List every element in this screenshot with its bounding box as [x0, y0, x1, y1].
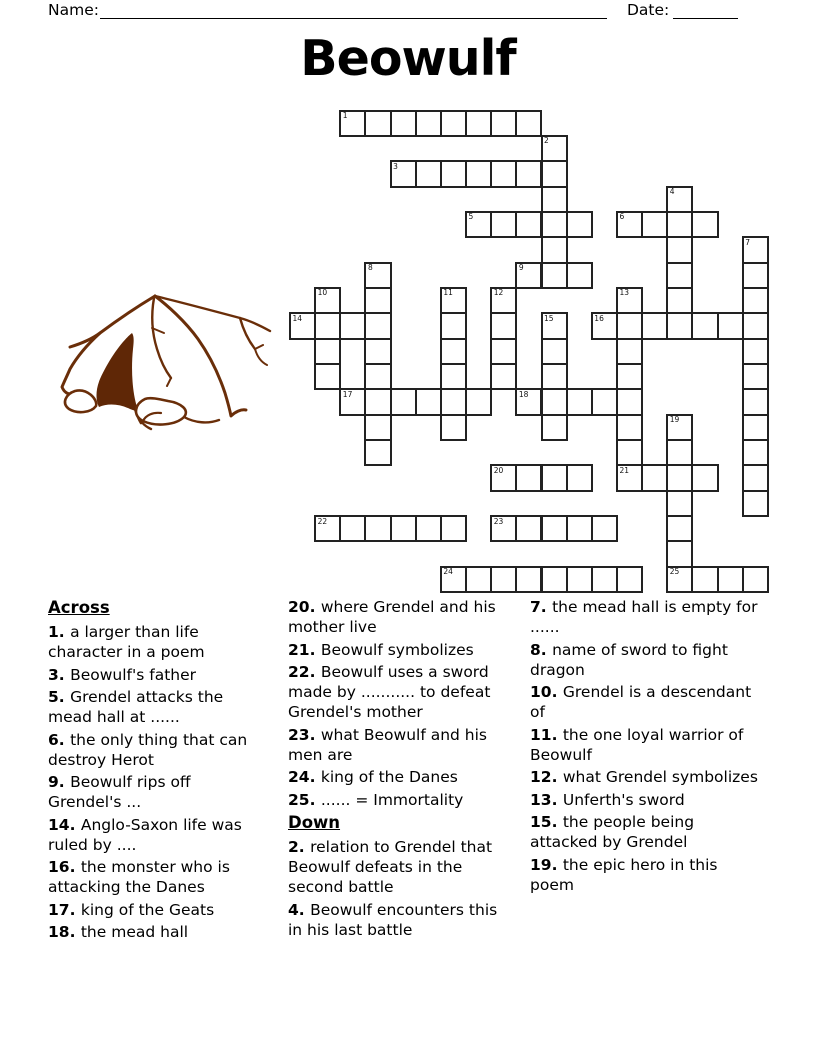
grid-cell[interactable] [364, 515, 391, 542]
grid-cell[interactable] [742, 490, 769, 517]
clue-down-8: 8. name of sword to fight dragon [530, 640, 728, 679]
grid-cell[interactable] [566, 211, 593, 238]
grid-cell[interactable] [541, 211, 568, 238]
cell-number: 11 [443, 288, 453, 298]
clue-down-10: 10. Grendel is a descendant of [530, 683, 752, 721]
grid-cell[interactable] [566, 262, 593, 289]
clue-number: 2. [288, 838, 311, 856]
grid-cell[interactable] [691, 312, 718, 339]
grid-cell[interactable] [691, 211, 718, 238]
grid-cell[interactable] [742, 464, 769, 491]
name-label: Name: [48, 1, 99, 19]
cell-number: 13 [619, 288, 629, 298]
cell-number: 20 [493, 465, 504, 475]
clue-across-22: 22. Beowulf uses a sword made by ........... to defeat Grendel's mother [288, 663, 491, 721]
grid-cell[interactable] [742, 439, 769, 466]
clue-across-23: 23. what Beowulf and his men are [288, 725, 487, 764]
grid-cell[interactable] [666, 439, 693, 466]
grid-cell[interactable] [691, 464, 718, 491]
grid-cell[interactable] [364, 388, 391, 415]
grid-cell[interactable] [440, 338, 467, 365]
grid-cell[interactable] [641, 312, 668, 339]
clue-down-13: 13. Unferth's sword [530, 790, 685, 809]
clue-number: 17. [48, 900, 81, 919]
clue-across-17: 17. king of the Geats [48, 900, 215, 919]
grid-cell[interactable] [490, 287, 517, 314]
grid-cell[interactable] [666, 464, 693, 491]
grid-cell[interactable] [515, 160, 542, 187]
cell-number: 5 [468, 212, 474, 222]
cell-number: 14 [292, 313, 303, 323]
grid-cell[interactable] [339, 312, 366, 339]
clue-number: 25. [288, 790, 321, 809]
grid-cell[interactable] [490, 363, 517, 390]
grid-cell[interactable] [515, 464, 542, 491]
grid-cell[interactable] [364, 262, 391, 289]
grid-cell[interactable] [742, 414, 769, 441]
grid-cell[interactable] [666, 566, 693, 593]
clue-across-25: 25. ...... = Immortality [288, 790, 464, 809]
grid-cell[interactable] [742, 388, 769, 415]
grid-cell[interactable] [666, 312, 693, 339]
grid-cell[interactable] [666, 540, 693, 567]
grid-cell[interactable] [490, 338, 517, 365]
cell-number: 6 [619, 212, 625, 222]
cell-number: 8 [367, 263, 373, 273]
clue-number: 9. [48, 773, 71, 791]
grid-cell[interactable] [641, 464, 668, 491]
grid-cell[interactable] [742, 338, 769, 365]
grid-cell[interactable] [742, 566, 769, 593]
clue-number: 10. [530, 683, 563, 701]
grid-cell[interactable] [616, 566, 643, 593]
clue-down-4: 4. Beowulf encounters this in his last battle [288, 900, 498, 939]
grid-cell[interactable] [541, 414, 568, 441]
grid-cell[interactable] [666, 515, 693, 542]
cell-number: 15 [544, 313, 554, 323]
grid-cell[interactable] [314, 338, 341, 365]
grid-cell[interactable] [339, 388, 366, 415]
clue-down-11: 11. the one loyal warrior of Beowulf [530, 725, 744, 764]
clue-down-15: 15. the people being attacked by Grendel [530, 813, 695, 851]
grid-cell[interactable] [364, 439, 391, 466]
grid-cell[interactable] [465, 566, 492, 593]
cell-number: 7 [745, 237, 750, 247]
grid-cell[interactable] [364, 312, 391, 339]
grid-cell[interactable] [490, 515, 517, 542]
clue-number: 16. [48, 858, 81, 876]
grid-cell[interactable] [490, 110, 517, 137]
grid-cell[interactable] [364, 338, 391, 365]
clue-number: 19. [530, 855, 563, 874]
grid-cell[interactable] [742, 287, 769, 314]
clue-column-1 [48, 597, 268, 945]
clue-number: 1. [48, 623, 71, 641]
grid-cell[interactable] [666, 186, 693, 213]
grid-cell[interactable] [490, 211, 517, 238]
grid-cell[interactable] [541, 515, 568, 542]
cell-number: 19 [669, 415, 680, 425]
clue-down-19: 19. the epic hero in this poem [530, 855, 718, 894]
grid-cell[interactable] [364, 287, 391, 314]
grid-cell[interactable] [390, 160, 417, 187]
grid-cell[interactable] [314, 287, 341, 314]
across-heading: Across [48, 598, 110, 617]
grid-cell[interactable] [616, 312, 643, 339]
grid-cell[interactable] [616, 388, 643, 415]
grid-cell[interactable] [541, 312, 568, 339]
grid-cell[interactable] [717, 566, 744, 593]
grid-cell[interactable] [616, 363, 643, 390]
grid-cell[interactable] [490, 464, 517, 491]
grid-cell[interactable] [515, 211, 542, 238]
clue-number: 4. [288, 900, 311, 919]
grid-cell[interactable] [415, 515, 442, 542]
clue-across-16: 16. the monster who is attacking the Danes [48, 858, 230, 896]
grid-cell[interactable] [440, 388, 467, 415]
grid-cell[interactable] [440, 160, 467, 187]
clue-column-3 [530, 597, 760, 897]
clue-number: 13. [530, 790, 563, 809]
grid-cell[interactable] [616, 464, 643, 491]
cell-number: 22 [317, 516, 328, 526]
clue-number: 7. [530, 598, 553, 616]
grid-cell[interactable] [616, 211, 643, 238]
grid-cell[interactable] [515, 262, 542, 289]
clue-number: 6. [48, 730, 71, 749]
grid-cell[interactable] [364, 363, 391, 390]
grid-cell[interactable] [541, 566, 568, 593]
grid-cell[interactable] [339, 515, 366, 542]
grid-cell[interactable] [641, 211, 668, 238]
grid-cell[interactable] [339, 110, 366, 137]
grid-cell[interactable] [465, 388, 492, 415]
cell-number: 16 [594, 313, 604, 323]
grid-cell[interactable] [566, 464, 593, 491]
cell-number: 3 [393, 161, 398, 171]
down-heading: Down [288, 813, 341, 832]
grid-cell[interactable] [591, 312, 618, 339]
clue-number: 12. [530, 768, 563, 786]
cell-number: 1 [342, 111, 348, 120]
clue-down-12: 12. what Grendel symbolizes [530, 768, 758, 786]
clue-columns [0, 597, 816, 997]
grid-cell[interactable] [541, 160, 568, 187]
grid-cell[interactable] [666, 262, 693, 289]
grid-cell[interactable] [541, 464, 568, 491]
grid-cell[interactable] [742, 363, 769, 390]
grid-cell[interactable] [364, 110, 391, 137]
cell-number: 18 [518, 389, 529, 399]
grid-cell[interactable] [314, 515, 341, 542]
grid-cell[interactable] [490, 566, 517, 593]
clue-number: 22. [288, 663, 321, 681]
grid-cell[interactable] [591, 388, 618, 415]
grid-cell[interactable] [666, 490, 693, 517]
cell-number: 21 [619, 465, 629, 475]
clue-across-21: 21. Beowulf symbolizes [288, 640, 474, 659]
grid-cell[interactable] [616, 439, 643, 466]
cell-number: 4 [669, 187, 675, 197]
date-label: Date: [627, 1, 670, 19]
clue-number: 8. [530, 640, 553, 659]
grid-cell[interactable] [390, 110, 417, 137]
cell-number: 2 [544, 136, 549, 146]
grid-cell[interactable] [440, 287, 467, 314]
cell-number: 12 [493, 288, 504, 298]
clue-number: 5. [48, 688, 71, 706]
clue-across-6: 6. the only thing that can destroy Herot [48, 730, 248, 769]
grid-cell[interactable] [440, 312, 467, 339]
grid-cell[interactable] [666, 414, 693, 441]
clue-across-20: 20. where Grendel and his mother live [288, 598, 496, 636]
grid-cell[interactable] [390, 515, 417, 542]
grid-cell[interactable] [490, 312, 517, 339]
grid-cell[interactable] [515, 515, 542, 542]
cell-number: 25 [669, 567, 680, 577]
grid-cell[interactable] [717, 312, 744, 339]
grid-cell[interactable] [541, 236, 568, 263]
grid-cell[interactable] [666, 211, 693, 238]
grid-cell[interactable] [440, 566, 467, 593]
grid-cell[interactable] [541, 363, 568, 390]
grid-cell[interactable] [440, 363, 467, 390]
clue-across-18: 18. the mead hall [48, 923, 189, 941]
grid-cell[interactable] [541, 338, 568, 365]
cell-number: 23 [493, 516, 504, 526]
grid-cell[interactable] [515, 388, 542, 415]
grid-cell[interactable] [465, 160, 492, 187]
clue-across-3: 3. Beowulf's father [48, 665, 197, 684]
cell-number: 10 [317, 288, 328, 298]
grid-cell[interactable] [541, 262, 568, 289]
grid-cell[interactable] [465, 110, 492, 137]
grid-cell[interactable] [515, 566, 542, 593]
grid-cell[interactable] [390, 388, 417, 415]
cell-number: 9 [518, 263, 524, 273]
grid-cell[interactable] [415, 388, 442, 415]
clue-number: 20. [288, 598, 321, 616]
clue-number: 18. [48, 923, 81, 941]
grid-cell[interactable] [742, 312, 769, 339]
grid-cell[interactable] [742, 236, 769, 263]
page-title: Beowulf [300, 30, 516, 87]
grid-cell[interactable] [515, 110, 542, 137]
grid-cell[interactable] [616, 414, 643, 441]
grid-cell[interactable] [666, 236, 693, 263]
grid-cell[interactable] [364, 414, 391, 441]
grid-cell[interactable] [666, 287, 693, 314]
clue-across-24: 24. king of the Danes [288, 768, 458, 786]
clue-across-5: 5. Grendel attacks the mead hall at ...... [48, 688, 224, 726]
grid-cell[interactable] [591, 515, 618, 542]
grid-cell[interactable] [541, 388, 568, 415]
clue-across-14: 14. Anglo-Saxon life was ruled by .... [48, 815, 242, 854]
grid-cell[interactable] [440, 110, 467, 137]
grid-cell[interactable] [314, 363, 341, 390]
grid-cell[interactable] [440, 515, 467, 542]
grid-cell[interactable] [566, 566, 593, 593]
clue-number: 21. [288, 640, 321, 659]
grid-cell[interactable] [440, 414, 467, 441]
clue-number: 15. [530, 813, 563, 831]
clue-down-2: 2. relation to Grendel that Beowulf defeats in the second battle [288, 838, 493, 896]
grid-cell[interactable] [541, 186, 568, 213]
grid-cell[interactable] [566, 515, 593, 542]
clue-number: 23. [288, 725, 321, 744]
grid-cell[interactable] [541, 135, 568, 162]
grid-cell[interactable] [415, 160, 442, 187]
grid-cell[interactable] [314, 312, 341, 339]
cell-number: 24 [443, 567, 453, 577]
clue-number: 11. [530, 725, 563, 744]
grid-cell[interactable] [566, 388, 593, 415]
clue-down-7: 7. the mead hall is empty for ...... [530, 598, 758, 636]
grid-cell[interactable] [616, 338, 643, 365]
clue-column-2 [288, 597, 512, 942]
grid-cell[interactable] [591, 566, 618, 593]
clue-across-1: 1. a larger than life character in a poem [48, 623, 205, 661]
grid-cell[interactable] [415, 110, 442, 137]
grid-cell[interactable] [490, 160, 517, 187]
clue-number: 3. [48, 665, 71, 684]
clue-number: 24. [288, 768, 321, 786]
grid-cell[interactable] [691, 566, 718, 593]
cell-number: 17 [342, 389, 353, 399]
clue-across-9: 9. Beowulf rips off Grendel's ... [48, 773, 191, 811]
grid-cell[interactable] [742, 262, 769, 289]
grid-cell[interactable] [289, 312, 316, 339]
grid-cell[interactable] [616, 287, 643, 314]
clue-number: 14. [48, 815, 81, 834]
grid-cell[interactable] [465, 211, 492, 238]
